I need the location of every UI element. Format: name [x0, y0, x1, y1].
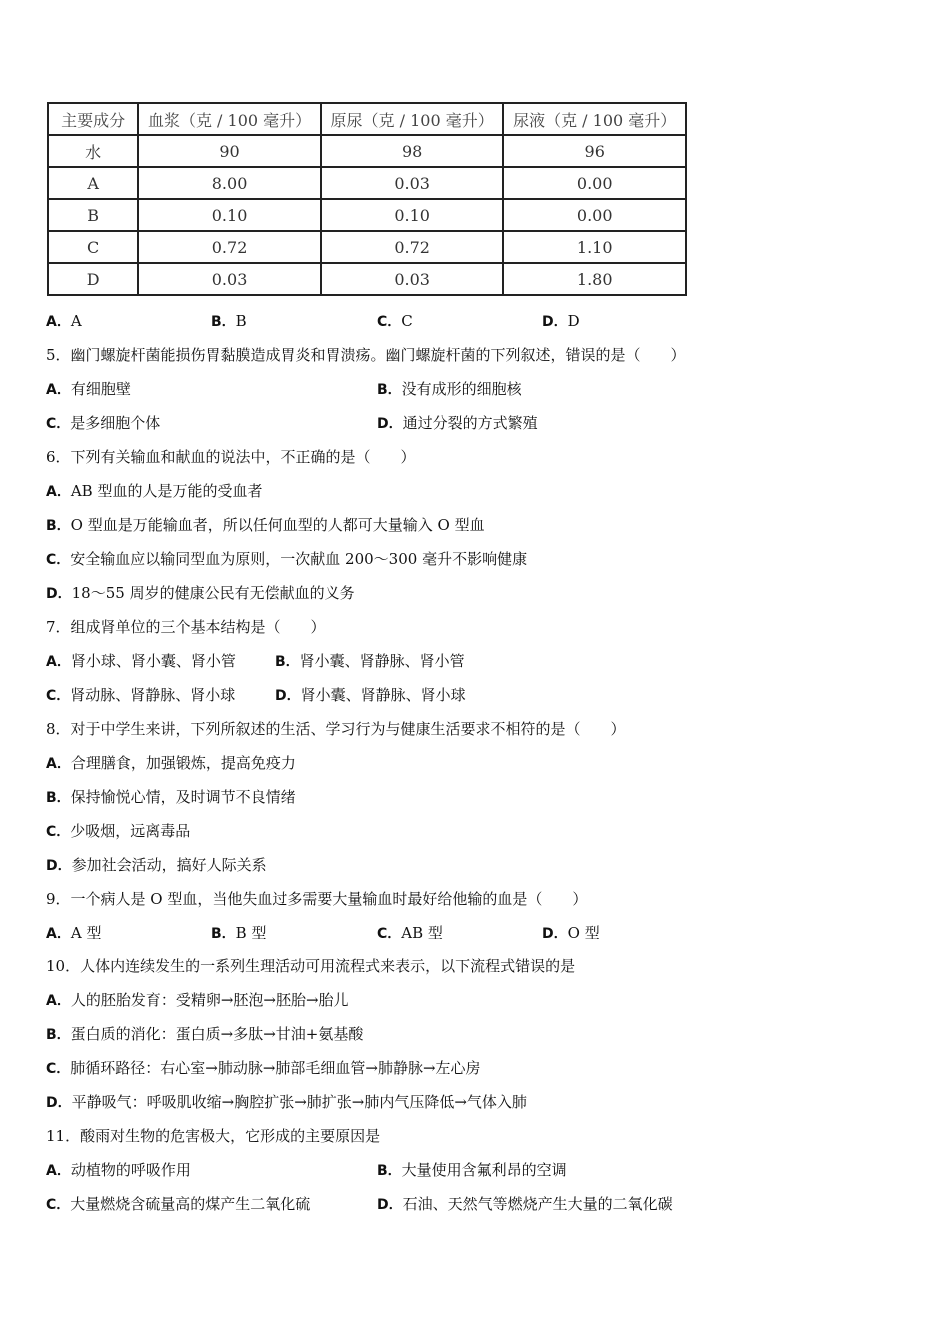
option-label: A．: [46, 484, 71, 500]
option-label: B．: [211, 314, 236, 330]
q6-option-d: [46, 582, 355, 603]
option-label: C．: [46, 1061, 71, 1077]
option-text: 肾小囊、肾静脉、肾小球: [300, 686, 466, 704]
option-text: 动植物的呼吸作用: [70, 1161, 191, 1179]
option-label: D．: [46, 586, 72, 602]
q6-option-a: [46, 480, 262, 501]
table-cell: 0.00: [503, 167, 686, 199]
q5-option-d: [377, 412, 538, 433]
option-label: D．: [46, 1095, 72, 1111]
q5-option-a: [46, 378, 131, 399]
option-text: 石油、天然气等燃烧产生大量的二氧化碳: [402, 1195, 673, 1213]
table-cell: 0.00: [503, 199, 686, 231]
q5-option-b: [377, 378, 522, 399]
table-cell: D: [48, 263, 138, 295]
option-label: A．: [46, 314, 71, 330]
option-label: D．: [275, 688, 301, 704]
option-label: A．: [46, 756, 71, 772]
table-cell: 98: [321, 135, 504, 167]
option-label: B．: [46, 790, 71, 806]
option-text: AB 型血的人是万能的受血者: [70, 482, 263, 500]
option-label: C．: [377, 314, 402, 330]
option-text: 大量燃烧含硫量高的煤产生二氧化硫: [70, 1195, 311, 1213]
option-text: O 型: [567, 924, 600, 942]
q4-option-b: [211, 311, 247, 331]
table-row: [48, 231, 686, 263]
table-row: [48, 263, 686, 295]
option-label: A．: [46, 926, 71, 942]
q10-option-a: [46, 989, 349, 1010]
q11-option-d: [377, 1193, 673, 1214]
table-cell: 8.00: [138, 167, 321, 199]
option-label: D．: [377, 1197, 403, 1213]
option-text: 参加社会活动，搞好人际关系: [71, 856, 267, 874]
table-header-cell: 主要成分: [48, 103, 138, 135]
option-label: B．: [46, 518, 71, 534]
option-text: 肾小囊、肾静脉、肾小管: [299, 652, 465, 670]
option-text: 肾小球、肾小囊、肾小管: [70, 652, 236, 670]
q4-option-c: [377, 311, 413, 331]
option-label: A．: [46, 993, 71, 1009]
table-header-cell: 血浆（克 / 100 毫升）: [138, 103, 321, 135]
table-cell: 水: [48, 135, 138, 167]
table-cell: 96: [503, 135, 686, 167]
composition-table: [47, 102, 687, 296]
q4-option-a: [46, 311, 82, 331]
option-label: D．: [46, 858, 72, 874]
option-label: C．: [46, 824, 71, 840]
option-label: A．: [46, 654, 71, 670]
q10-option-b: [46, 1023, 363, 1044]
q9-option-a: [46, 922, 101, 943]
table-cell: 0.03: [321, 167, 504, 199]
q6-option-c: [46, 548, 527, 569]
q10-stem: 10．人体内连续发生的一系列生理活动可用流程式来表示，以下流程式错误的是: [46, 957, 576, 975]
table-cell: C: [48, 231, 138, 263]
q8-option-b: [46, 786, 296, 807]
table-cell: 0.03: [321, 263, 504, 295]
option-text: B 型: [235, 924, 267, 942]
option-text: 肺循环路径：右心室→肺动脉→肺部毛细血管→肺静脉→左心房: [70, 1059, 481, 1077]
q8-option-d: [46, 854, 267, 875]
option-label: B．: [275, 654, 300, 670]
q5-option-c: [46, 412, 160, 433]
q7-stem: 7．组成肾单位的三个基本结构是（ ）: [46, 618, 326, 636]
q8-option-c: [46, 820, 190, 841]
option-text: 少吸烟，远离毒品: [70, 822, 191, 840]
table-row: [48, 199, 686, 231]
q8-stem: 8．对于中学生来讲，下列所叙述的生活、学习行为与健康生活要求不相符的是（ ）: [46, 720, 626, 738]
q7-option-b: [275, 650, 465, 671]
q7-option-c: [46, 684, 235, 705]
q7-option-d: [275, 684, 466, 705]
option-text: 18～55 周岁的健康公民有无偿献血的义务: [71, 584, 355, 602]
option-label: A．: [46, 382, 71, 398]
option-text: 是多细胞个体: [70, 414, 161, 432]
q5-stem: 5．幽门螺旋杆菌能损伤胃黏膜造成胃炎和胃溃疡。幽门螺旋杆菌的下列叙述，错误的是（ ）: [46, 346, 686, 364]
option-text: B: [235, 312, 247, 330]
option-text: 没有成形的细胞核: [401, 380, 522, 398]
q7-option-a: [46, 650, 236, 671]
q10-option-c: [46, 1057, 481, 1078]
option-text: AB 型: [401, 924, 443, 942]
q11-option-a: [46, 1159, 191, 1180]
q11-option-b: [377, 1159, 567, 1180]
table-cell: 1.80: [503, 263, 686, 295]
option-text: 大量使用含氟利昂的空调: [401, 1161, 567, 1179]
table-cell: 0.10: [138, 199, 321, 231]
q9-stem: 9．一个病人是 O 型血，当他失血过多需要大量输血时最好给他输的血是（ ）: [46, 890, 588, 908]
option-text: D: [567, 312, 580, 330]
q6-option-b: [46, 514, 485, 535]
table-row: [48, 135, 686, 167]
option-text: 蛋白质的消化：蛋白质→多肽→甘油+氨基酸: [70, 1025, 364, 1043]
table-cell: A: [48, 167, 138, 199]
option-label: B．: [377, 1163, 402, 1179]
option-text: A 型: [70, 924, 102, 942]
table-row: [48, 167, 686, 199]
table-header-cell: 原尿（克 / 100 毫升）: [321, 103, 504, 135]
q10-option-d: [46, 1091, 527, 1112]
option-text: 保持愉悦心情，及时调节不良情绪: [70, 788, 296, 806]
table-header-row: [48, 103, 686, 135]
option-label: C．: [46, 688, 71, 704]
table-cell: B: [48, 199, 138, 231]
table-cell: 0.72: [138, 231, 321, 263]
option-label: C．: [46, 552, 71, 568]
option-label: D．: [542, 314, 568, 330]
option-text: 安全输血应以输同型血为原则，一次献血 200～300 毫升不影响健康: [70, 550, 528, 568]
option-label: B．: [46, 1027, 71, 1043]
table-cell: 90: [138, 135, 321, 167]
q6-stem: 6．下列有关输血和献血的说法中，不正确的是（ ）: [46, 448, 416, 466]
option-label: C．: [46, 1197, 71, 1213]
option-text: 肾动脉、肾静脉、肾小球: [70, 686, 236, 704]
option-text: 平静吸气：呼吸肌收缩→胸腔扩张→肺扩张→肺内气压降低→气体入肺: [71, 1093, 527, 1111]
table-cell: 1.10: [503, 231, 686, 263]
option-label: C．: [377, 926, 402, 942]
option-label: B．: [377, 382, 402, 398]
q11-option-c: [46, 1193, 310, 1214]
option-text: A: [70, 312, 82, 330]
option-label: C．: [46, 416, 71, 432]
option-text: 人的胚胎发育：受精卵→胚泡→胚胎→胎儿: [70, 991, 349, 1009]
option-text: 合理膳食，加强锻炼，提高免疫力: [70, 754, 296, 772]
q9-option-c: [377, 922, 443, 943]
q9-option-d: [542, 922, 600, 943]
option-text: C: [401, 312, 413, 330]
q9-option-b: [211, 922, 266, 943]
table-header-cell: 尿液（克 / 100 毫升）: [503, 103, 686, 135]
option-label: D．: [542, 926, 568, 942]
option-label: B．: [211, 926, 236, 942]
option-text: 有细胞壁: [70, 380, 131, 398]
option-label: A．: [46, 1163, 71, 1179]
table-cell: 0.72: [321, 231, 504, 263]
table-cell: 0.03: [138, 263, 321, 295]
option-text: 通过分裂的方式繁殖: [402, 414, 538, 432]
q8-option-a: [46, 752, 296, 773]
q4-option-d: [542, 311, 580, 331]
q11-stem: 11．酸雨对生物的危害极大，它形成的主要原因是: [46, 1127, 381, 1145]
option-label: D．: [377, 416, 403, 432]
table-cell: 0.10: [321, 199, 504, 231]
option-text: O 型血是万能输血者，所以任何血型的人都可大量输入 O 型血: [70, 516, 485, 534]
